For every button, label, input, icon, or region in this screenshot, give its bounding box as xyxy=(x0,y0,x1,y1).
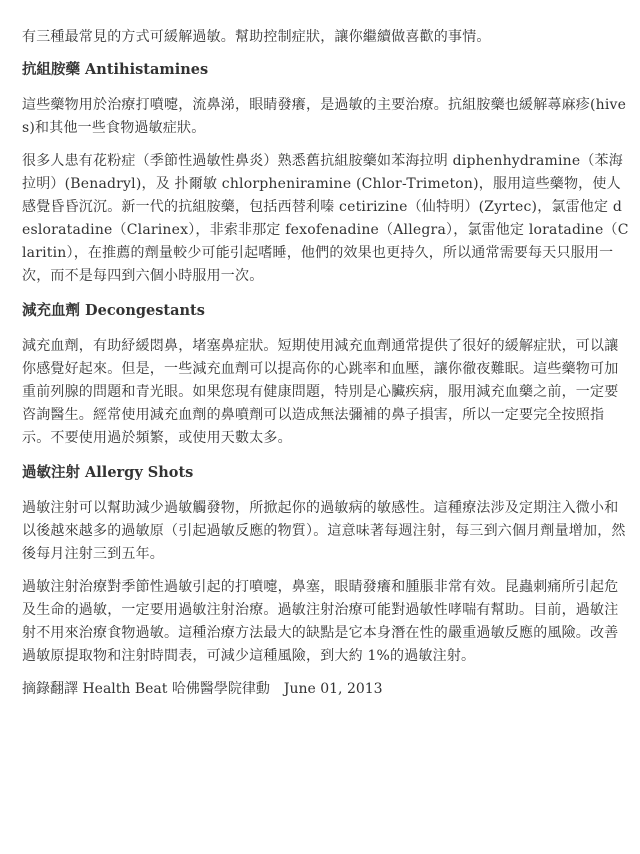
paragraph-decongestants-1: 減充血劑，有助紓緩悶鼻，堵塞鼻症狀。短期使用減充血劑通常提供了很好的緩解症狀，可以讓你感覺好起來。但是，一些減充血劑可以提高你的心跳率和血壓，讓你徹夜難眠。這些藥物可加重前列腺的問題和青光眼。如果您現有健康問題，特別是心臟疾病，服用減充血藥之前，一定要咨詢醫生。經常使用減充血劑的鼻噴劑可以造成無法彌補的鼻子損害，所以一定要完全按照指示。不要使用過於頻繁，或使用天數太多。 xyxy=(22,338,619,446)
article xyxy=(22,26,630,700)
section-heading-antihistamines: 抗組胺藥 Antihistamines xyxy=(22,61,209,78)
paragraph-antihistamines-1: 這些藥物用於治療打噴嚏，流鼻涕，眼睛發癢，是過敏的主要治療。抗組胺藥也緩解蕁麻疹(hives)和其他一些食物過敏症狀。 xyxy=(22,97,627,136)
section-heading-allergy-shots: 過敏注射 Allergy Shots xyxy=(22,464,194,481)
section-decongestants xyxy=(22,300,630,450)
source-attribution: 摘錄翻譯 Health Beat 哈佛醫學院律動 June 01, 2013 xyxy=(22,681,383,697)
intro-paragraph: 有三種最常見的方式可緩解過敏。幫助控制症狀，讓你繼續做喜歡的事情。 xyxy=(22,29,491,45)
section-allergy-shots xyxy=(22,462,630,668)
paragraph-allergy-shots-2: 過敏注射治療對季節性過敏引起的打噴嚏，鼻塞，眼睛發癢和腫脹非常有效。昆蟲刺痛所引起危及生命的過敏，一定要用過敏注射治療。過敏注射治療可能對過敏性哮喘有幫助。目前，過敏注射不用來治療食物過敏。這種治療方法最大的缺點是它本身潛在性的嚴重過敏反應的風險。改善過敏原提取物和注射時間表，可減少這種風險，到大約 1%的過敏注射。 xyxy=(22,579,619,664)
paragraph-antihistamines-2: 很多人患有花粉症（季節性過敏性鼻炎）熟悉舊抗組胺藥如苯海拉明 diphenhydramine（苯海拉明）(Benadryl)，及 扑爾敏 chlorpheniramine (Chlor-Trimeton)，服用這些藥物，使人感覺昏昏沉沉。新一代的抗組胺藥，包括西替利嗪 cetirizine（仙特明）(Zyrtec)，氯雷他定 desloratadine（Clarinex），非索非那定 fexofenadine（Allegra），氯雷他定 loratadine（Claritin），在推薦的劑量較少可能引起嗜睡，他們的效果也更持久，所以通常需要每天只服用一次，而不是每四到六個小時服用一次。 xyxy=(22,153,629,284)
paragraph-allergy-shots-1: 過敏注射可以幫助減少過敏觸發物，所掀起你的過敏病的敏感性。這種療法涉及定期注入微小和以後越來越多的過敏原（引起過敏反應的物質）。這意味著每週注射，每三到六個月劑量增加，然後每月注射三到五年。 xyxy=(22,500,626,562)
section-antihistamines xyxy=(22,59,630,288)
section-heading-decongestants: 減充血劑 Decongestants xyxy=(22,302,205,319)
